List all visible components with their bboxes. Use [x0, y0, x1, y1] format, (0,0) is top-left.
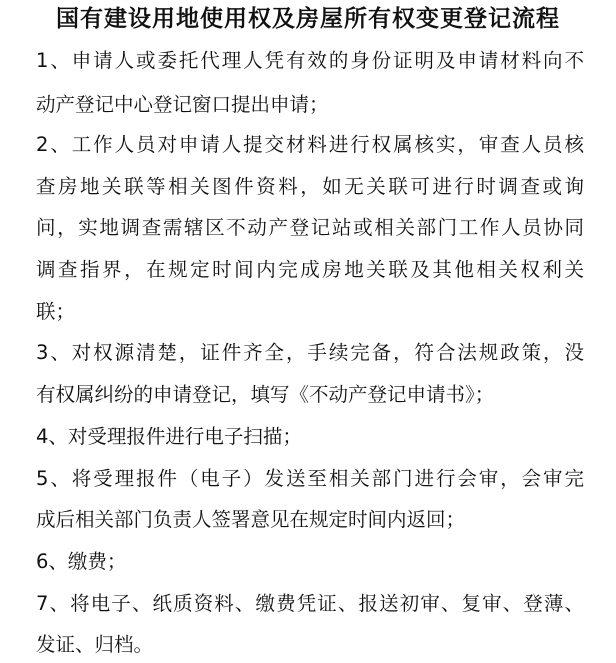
step-2-line-1: 2、工作人员对申请人提交材料进行权属核实，审查人员核 [36, 133, 584, 156]
step-6-line-1: 6、缴费； [36, 550, 127, 573]
step-2-line-2: 查房地关联等相关图件资料，如无关联可进行时调查或询 [36, 175, 584, 198]
step-1-line-2: 动产登记中心登记窗口提出申请； [36, 93, 329, 116]
step-2-line-4: 调查指界，在规定时间内完成房地关联及其他相关权利关 [36, 258, 584, 281]
step-2-line-3: 问，实地调查需辖区不动产登记站或相关部门工作人员协同 [36, 216, 584, 239]
step-7-line-2: 发证、归档。 [36, 633, 154, 656]
document-title: 国有建设用地使用权及房屋所有权变更登记流程 [56, 5, 560, 32]
step-3-line-1: 3、对权源清楚，证件齐全，手续完备，符合法规政策，没 [36, 341, 584, 364]
step-7-line-1: 7、将电子、纸质资料、缴费凭证、报送初审、复审、登薄、 [36, 592, 584, 615]
step-2-line-5: 联； [36, 300, 76, 323]
step-5-line-1: 5、将受理报件（电子）发送至相关部门进行会审，会审完 [36, 467, 584, 490]
step-5-line-2: 成后相关部门负责人签署意见在规定时间内返回； [36, 508, 466, 531]
step-1-line-1: 1、申请人或委托代理人凭有效的身份证明及申请材料向不 [36, 49, 584, 72]
step-4-line-1: 4、对受理报件进行电子扫描； [36, 425, 302, 448]
step-3-line-2: 有权属纠纷的申请登记，填写《不动产登记申请书》； [36, 383, 495, 406]
